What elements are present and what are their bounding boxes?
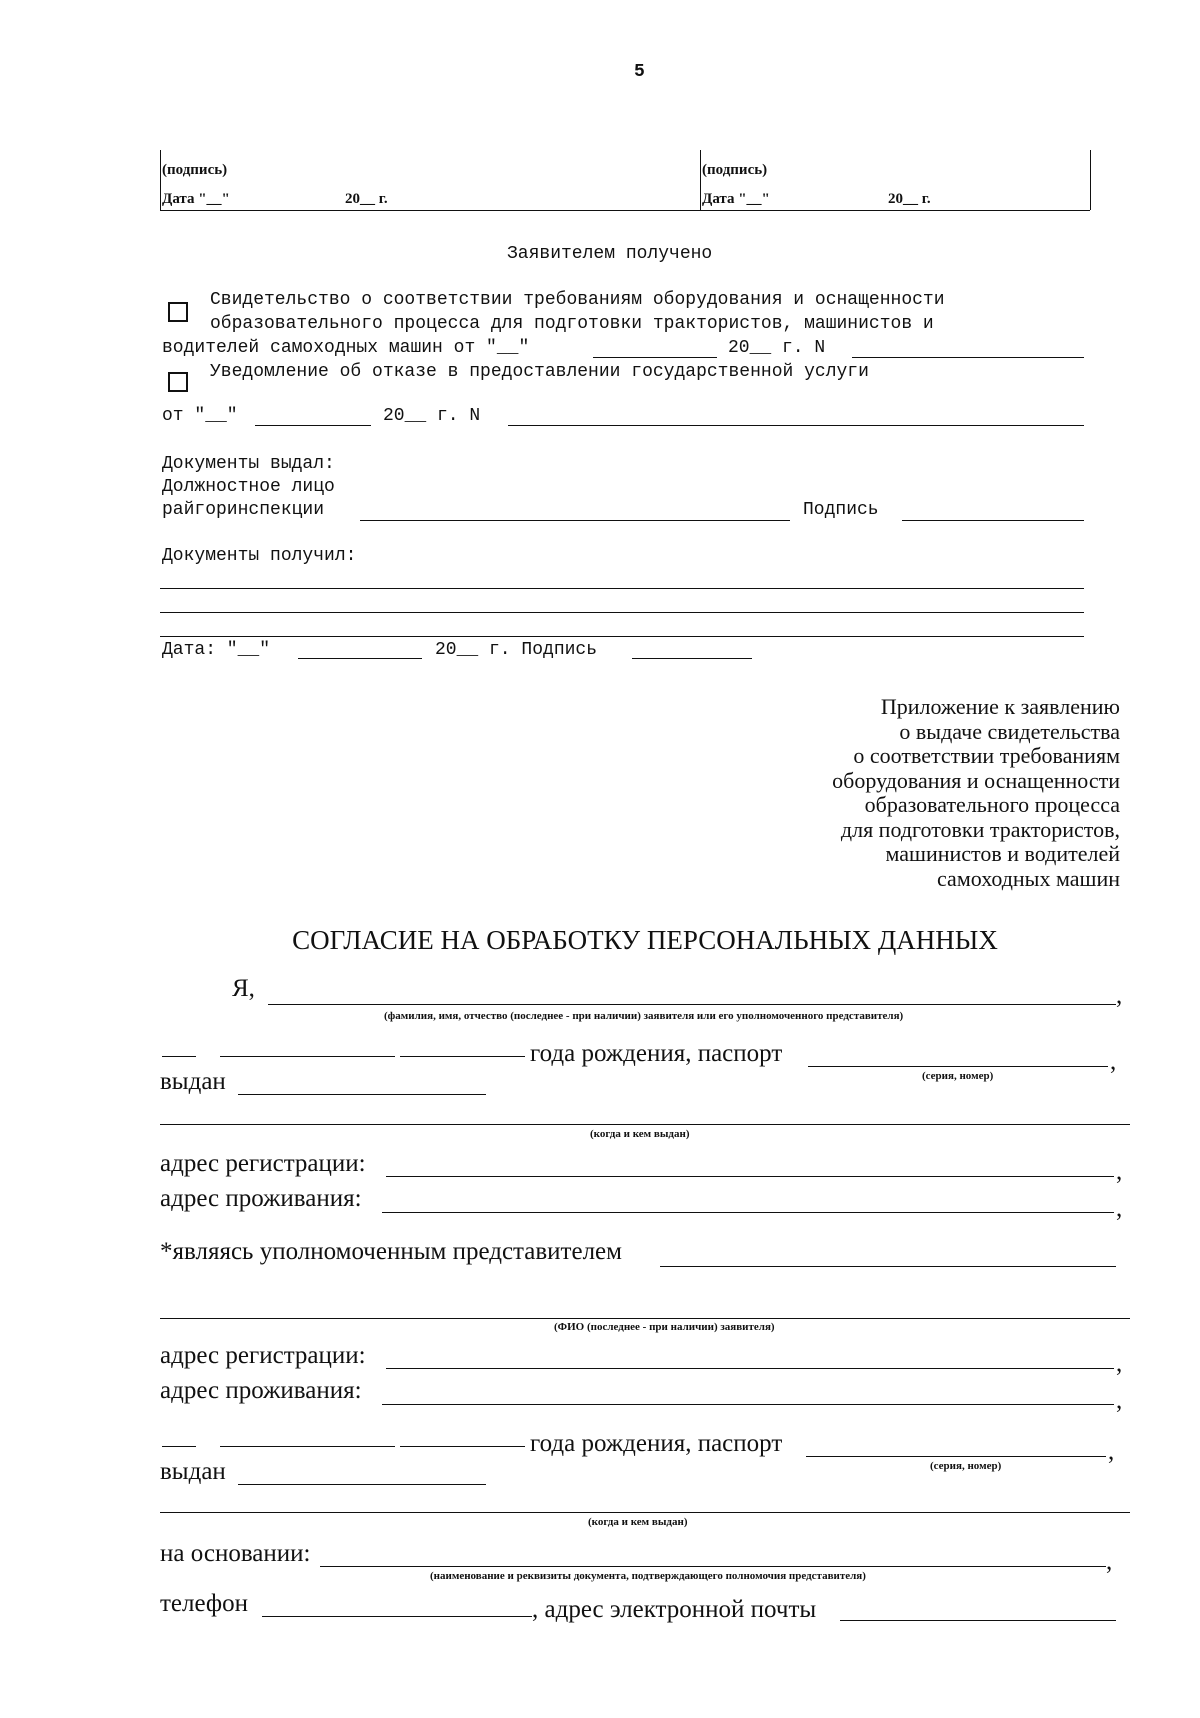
refusal-from: от "__" [162, 406, 238, 426]
representative-line[interactable] [660, 1266, 1116, 1267]
reg-address-label-1: адрес регистрации: [160, 1150, 366, 1177]
live-comma-1: , [1116, 1195, 1123, 1222]
series-hint: (серия, номер) [922, 1070, 994, 1082]
birth-month-line-2[interactable] [220, 1446, 395, 1447]
when-by-line-2[interactable] [160, 1512, 1130, 1513]
basis-comma: , [1106, 1548, 1113, 1575]
reg-comma-2: , [1116, 1350, 1123, 1377]
basis-hint: (наименование и реквизиты документа, подтверждающего полномочия представителя) [430, 1570, 866, 1582]
sig-left-date: Дата "__" [162, 191, 230, 207]
appendix-line-5: образовательного процесса [864, 792, 1120, 817]
appendix-line-3: о соответствии требованиям [853, 743, 1120, 768]
live-comma-2: , [1116, 1387, 1123, 1414]
appendix-line-2: о выдаче свидетельства [899, 718, 1120, 744]
live-address-label-2: адрес проживания: [160, 1377, 362, 1404]
fio-comma: , [1116, 982, 1123, 1009]
refusal-date-line[interactable] [255, 425, 371, 426]
refusal-text: Уведомление об отказе в предоставлении государственной услуги [210, 362, 869, 382]
certificate-text-3: водителей самоходных машин от "__" [162, 338, 530, 358]
appendix-line-6: для подготовки трактористов, [840, 816, 1120, 842]
series-hint-2: (серия, номер) [930, 1460, 1002, 1472]
certificate-year: 20__ г. N [728, 338, 826, 358]
when-by-hint-1: (когда и кем выдан) [590, 1128, 690, 1140]
representative-label: *являясь уполномоченным представителем [160, 1238, 622, 1265]
certificate-text-2: образовательного процесса для подготовки трактористов, машинистов и [210, 314, 934, 334]
refusal-number-line[interactable] [508, 425, 1084, 426]
sig-left-border [160, 150, 161, 210]
certificate-text-1: Свидетельство о соответствии требованиям оборудования и оснащенности [210, 290, 945, 310]
issued-signature-label: Подпись [803, 500, 879, 520]
issued-line-2[interactable] [238, 1484, 486, 1485]
birth-passport-label: года рождения, паспорт [530, 1040, 783, 1067]
appendix-line-1: Приложение к заявлению [880, 694, 1120, 719]
appendix-line-8: самоходных машин [937, 865, 1120, 891]
official-label: Должностное лицо [162, 477, 335, 497]
refusal-checkbox[interactable] [168, 372, 188, 392]
basis-line[interactable] [320, 1566, 1106, 1567]
issued-label-2: выдан [160, 1458, 226, 1485]
sig-right-date: Дата "__" [702, 191, 770, 207]
live-address-line-2[interactable] [382, 1404, 1114, 1405]
issued-label: Документы выдал: [162, 454, 335, 474]
sig-right-label: (подпись) [702, 162, 768, 178]
reg-address-label-2: адрес регистрации: [160, 1342, 366, 1369]
received-by-label: Документы получил: [162, 546, 357, 566]
sig-bottom-line [160, 210, 1090, 211]
consent-i: Я, [232, 975, 255, 1002]
when-by-line-1[interactable] [160, 1124, 1130, 1125]
issued-signature-line[interactable] [902, 520, 1084, 521]
passport-line[interactable] [808, 1066, 1108, 1067]
live-address-line-1[interactable] [382, 1212, 1114, 1213]
basis-label: на основании: [160, 1540, 311, 1567]
sig-right-border [700, 150, 701, 210]
issued-line-1[interactable] [238, 1094, 486, 1095]
received-heading: Заявителем получено [507, 244, 713, 264]
birth-passport-label-2: года рождения, паспорт [530, 1430, 783, 1457]
received-by-line-1[interactable] [160, 588, 1084, 589]
appendix-line-7: машинистов и водителей [885, 841, 1120, 866]
official-name-line[interactable] [360, 520, 790, 521]
birth-year-line-2[interactable] [400, 1446, 525, 1447]
certificate-number-line[interactable] [852, 357, 1084, 358]
received-by-line-2[interactable] [160, 612, 1084, 613]
email-line[interactable] [840, 1620, 1116, 1621]
rep-fio-line[interactable] [160, 1318, 1130, 1319]
passport-comma: , [1110, 1048, 1117, 1075]
consent-title: СОГЛАСИЕ НА ОБРАБОТКУ ПЕРСОНАЛЬНЫХ ДАННЫХ [292, 925, 998, 955]
sig-left-year: 20__ г. [345, 191, 388, 207]
sig-right-year: 20__ г. [888, 191, 931, 207]
reg-address-line-2[interactable] [386, 1368, 1114, 1369]
passport-comma-2: , [1108, 1438, 1115, 1465]
fio-hint: (фамилия, имя, отчество (последнее - при наличии) заявителя или его уполномоченного представителя) [384, 1010, 904, 1022]
appendix-block [832, 695, 1120, 891]
issued-label-1: выдан [160, 1068, 226, 1095]
sig-right-end-border [1090, 150, 1091, 210]
sig-left-label: (подпись) [162, 162, 228, 178]
rep-fio-hint: (ФИО (последнее - при наличии) заявителя) [554, 1321, 775, 1333]
page-number: 5 [634, 62, 645, 82]
birth-day-line-2[interactable] [162, 1446, 196, 1447]
live-address-label-1: адрес проживания: [160, 1185, 362, 1212]
phone-line[interactable] [262, 1616, 532, 1617]
when-by-hint-2: (когда и кем выдан) [588, 1516, 688, 1528]
birth-day-line[interactable] [162, 1056, 196, 1057]
inspection-label: райгоринспекции [162, 500, 325, 520]
received-by-line-3[interactable] [160, 636, 1084, 637]
certificate-checkbox[interactable] [168, 302, 188, 322]
birth-year-line[interactable] [400, 1056, 525, 1057]
reg-comma-1: , [1116, 1158, 1123, 1185]
fio-line[interactable] [268, 1004, 1116, 1005]
email-label: , адрес электронной почты [532, 1596, 817, 1623]
phone-label: телефон [160, 1590, 248, 1617]
received-date: Дата: "__" [162, 640, 271, 660]
certificate-date-line[interactable] [593, 357, 717, 358]
reg-address-line-1[interactable] [386, 1176, 1114, 1177]
received-year: 20__ г. Подпись [435, 640, 598, 660]
received-date-line[interactable] [298, 658, 422, 659]
received-signature-line[interactable] [632, 658, 752, 659]
birth-month-line[interactable] [220, 1056, 395, 1057]
refusal-year: 20__ г. N [383, 406, 481, 426]
appendix-line-4: оборудования и оснащенности [832, 767, 1120, 793]
passport-line-2[interactable] [806, 1456, 1106, 1457]
